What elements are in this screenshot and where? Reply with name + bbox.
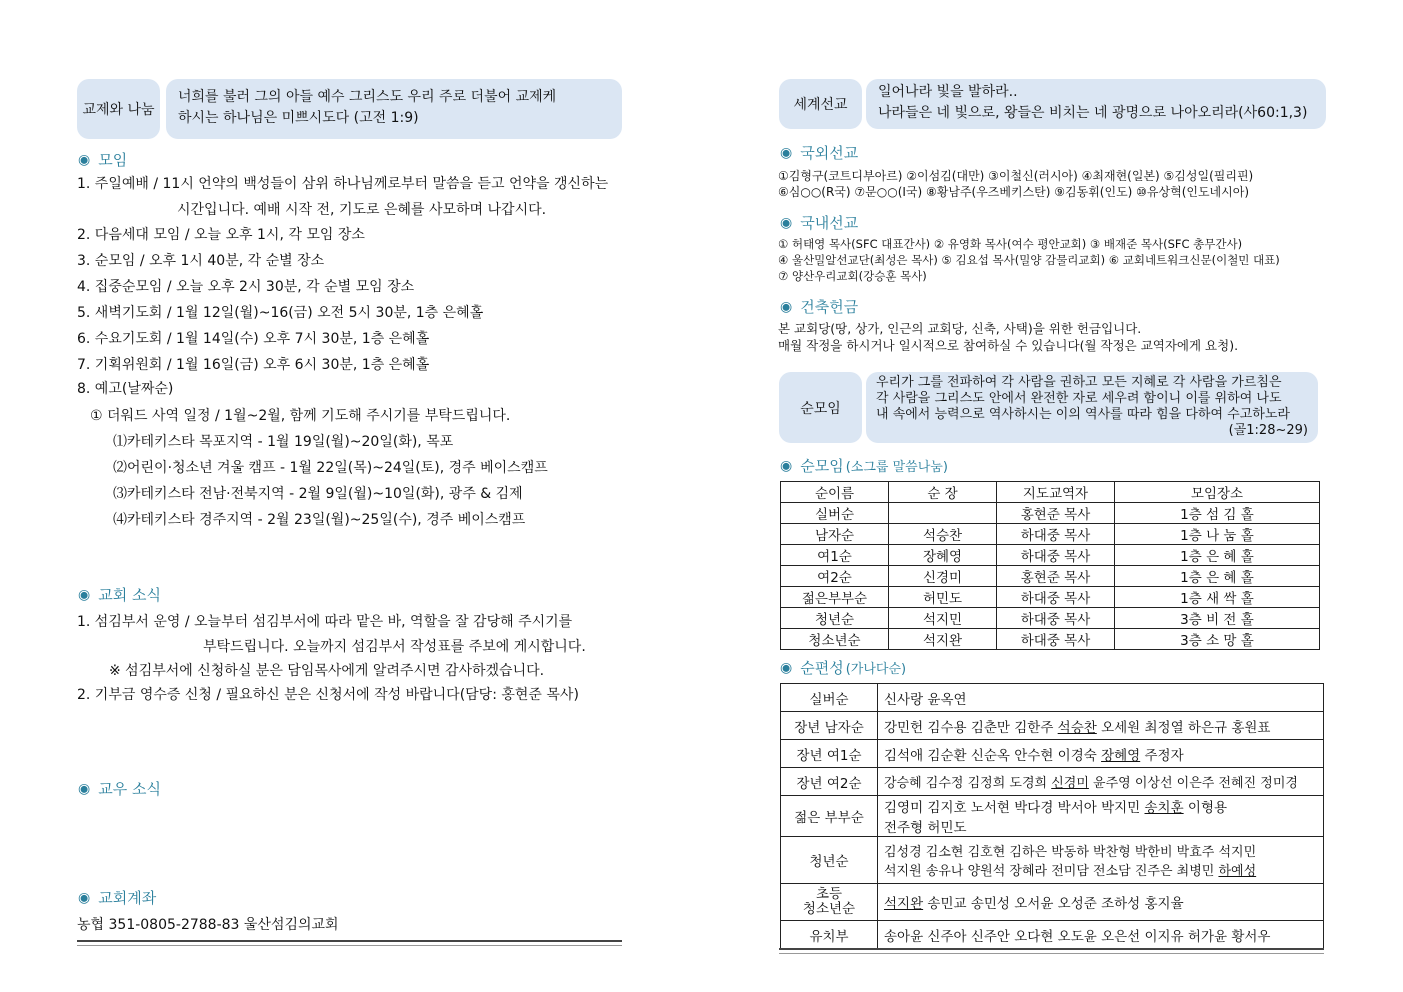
table-row <box>781 629 1320 650</box>
roster-members-text: 이형용 <box>1183 800 1228 816</box>
roster-members <box>878 740 1324 768</box>
table-cell: 장혜영 <box>889 545 997 566</box>
table-cell: 젊은부부순 <box>781 587 889 608</box>
table-cell: 하대중 목사 <box>997 545 1115 566</box>
fellowship-verse-line2: 하시는 하나님은 미쁘시도다 (고전 1:9) <box>178 110 419 126</box>
table-cell: 3층 비 전 홀 <box>1115 608 1320 629</box>
roster-members <box>878 837 1324 884</box>
meeting-line-7: 6. 수요기도회 / 1월 14일(수) 오후 7시 30분, 1층 은혜홀 <box>77 331 430 347</box>
table-cell: 청년순 <box>781 608 889 629</box>
roster-members-text: 김영미 김지호 노서현 박다경 박서아 박지민 <box>884 800 1145 816</box>
bullet-icon: ◉ <box>780 214 793 231</box>
table-row <box>781 740 1324 768</box>
roster-group: 실버순 <box>781 684 878 712</box>
bullet-icon: ◉ <box>78 586 91 603</box>
roster-heading <box>780 657 906 678</box>
roster-members-text: 주정자 <box>1140 747 1184 764</box>
table-cell <box>889 503 997 524</box>
meeting-line-11: ⑴카테키스타 목포지역 - 1월 19일(월)~20일(화), 목포 <box>113 434 454 450</box>
account-text: 농협 351-0805-2788-83 울산섬김의교회 <box>77 917 339 933</box>
table-row <box>781 608 1320 629</box>
meetings-heading <box>78 149 127 170</box>
roster-subtitle: (가나다순) <box>845 662 907 677</box>
meeting-line-14: ⑷카테키스타 경주지역 - 2월 23일(월)~25일(수), 경주 베이스캠프 <box>113 512 526 528</box>
table-row <box>781 684 1324 712</box>
meeting-line-4: 3. 순모임 / 오후 1시 40분, 각 순별 장소 <box>77 253 325 269</box>
table-header: 순 장 <box>889 482 997 503</box>
table-cell: 하대중 목사 <box>997 608 1115 629</box>
small-group-verse-line1: 우리가 그를 전파하여 각 사람을 권하고 모든 지혜로 각 사람을 가르침은 <box>876 375 1282 390</box>
table-row <box>781 587 1320 608</box>
roster-group: 장년 여1순 <box>781 740 878 768</box>
table-cell: 남자순 <box>781 524 889 545</box>
domestic-title: 국내선교 <box>800 214 859 232</box>
domestic-heading <box>780 212 858 233</box>
table-row <box>781 524 1320 545</box>
table-cell: 실버순 <box>781 503 889 524</box>
roster-members <box>878 884 1324 921</box>
building-line-2: 매월 작정을 하시거나 일시적으로 참여하실 수 있습니다(월 작정은 교역자에게 요청). <box>778 338 1239 353</box>
roster-members-text: 오세원 최정열 하은규 홍원표 <box>1096 719 1271 736</box>
table-row <box>781 712 1324 740</box>
small-group-label-text: 순모임 <box>800 400 841 417</box>
meeting-line-12: ⑵어린이·청소년 겨울 캠프 - 1월 22일(목)~24일(토), 경주 베이스캠프 <box>113 460 548 476</box>
table-cell: 석지민 <box>889 608 997 629</box>
right-bottom-rule <box>779 948 1324 954</box>
table-row <box>781 768 1324 796</box>
bullet-icon: ◉ <box>780 144 793 161</box>
roster-members-text: 송아윤 신주아 신주안 오다현 오도윤 오은선 이지유 허가윤 황서우 <box>884 928 1271 945</box>
fellowship-verse-line1: 너희를 불러 그의 아들 예수 그리스도 우리 주로 더불어 교제케 <box>178 89 557 105</box>
table-row <box>781 545 1320 566</box>
small-group-verse-line3: 내 속에서 능력으로 역사하시는 이의 역사를 따라 힘을 다하여 수고하노라 <box>876 407 1290 422</box>
meeting-line-2: 시간입니다. 예배 시작 전, 기도로 은혜를 사모하며 나갑시다. <box>177 202 547 218</box>
table-cell: 홍현준 목사 <box>997 503 1115 524</box>
roster-members <box>878 796 1324 837</box>
account-heading <box>78 887 156 908</box>
domestic-line-2: ④ 울산밀알선교단(최성은 목사) ⑤ 김요섭 목사(밀양 감물리교회) ⑥ 교회네트워크신문(이철민 대표) <box>778 253 1280 267</box>
roster-leader: 장혜영 <box>1101 747 1141 764</box>
roster-group-line2: 청소년순 <box>802 901 856 917</box>
table-row <box>781 884 1324 921</box>
church-news-line-3: ※ 섬김부서에 신청하실 분은 담임목사에게 알려주시면 감사하겠습니다. <box>109 663 545 679</box>
bullet-icon: ◉ <box>78 889 91 906</box>
domestic-line-3: ⑦ 양산우리교회(강승훈 목사) <box>778 269 927 283</box>
roster-members-text: 신사랑 윤옥연 <box>884 691 967 708</box>
fellowship-label-text: 교제와 나눔 <box>82 102 155 118</box>
meetings-title: 모임 <box>98 151 128 169</box>
table-cell: 1층 새 싹 홀 <box>1115 587 1320 608</box>
roster-members <box>878 712 1324 740</box>
roster-leader: 하예성 <box>1218 864 1257 879</box>
roster-members-text: 김석애 김순환 신순옥 안수현 이경숙 <box>884 747 1102 764</box>
meeting-line-1: 1. 주일예배 / 11시 언약의 백성들이 삼위 하나님께로부터 말씀을 듣고 언약을 갱신하는 <box>77 176 609 192</box>
mission-label-text: 세계선교 <box>793 97 848 113</box>
table-cell: 홍현준 목사 <box>997 566 1115 587</box>
table-cell: 1층 나 눔 홀 <box>1115 524 1320 545</box>
roster-leader: 신경미 <box>1051 776 1089 791</box>
table-row <box>781 566 1320 587</box>
mission-label <box>779 79 862 129</box>
table-row <box>781 796 1324 837</box>
table-cell: 청소년순 <box>781 629 889 650</box>
meeting-line-10: ① 더워드 사역 일정 / 1월~2월, 함께 기도해 주시기를 부탁드립니다. <box>90 408 511 424</box>
building-title: 건축헌금 <box>800 298 859 316</box>
table-cell: 하대중 목사 <box>997 524 1115 545</box>
small-group-verse-line2: 각 사람을 그리스도 안에서 완전한 자로 세우려 함이니 이를 위하여 나도 <box>876 391 1282 406</box>
table-cell: 1층 은 혜 홀 <box>1115 566 1320 587</box>
domestic-line-1: ① 허태영 목사(SFC 대표간사) ② 유영화 목사(여수 평안교회) ③ 배재준 목사(SFC 총무간사) <box>778 237 1243 251</box>
meeting-line-5: 4. 집중순모임 / 오늘 오후 2시 30분, 각 순별 모임 장소 <box>77 279 415 295</box>
roster-group-line1: 초등 <box>815 886 843 902</box>
table-cell: 허민도 <box>889 587 997 608</box>
overseas-line-2: ⑥심○○(R국) ⑦문○○(I국) ⑧황남주(우즈베키스탄) ⑨김동휘(인도) ⑩유상혁(인도네시아) <box>778 185 1250 199</box>
roster-members-text: 강승혜 김수정 김정희 도경희 <box>884 776 1052 791</box>
roster-leader: 석지완 <box>884 896 924 912</box>
account-title: 교회계좌 <box>98 889 157 907</box>
roster-table <box>780 683 1324 949</box>
table-header: 지도교역자 <box>997 482 1115 503</box>
table-cell: 여2순 <box>781 566 889 587</box>
roster-members-text: 김성경 김소현 김호현 김하은 박동하 박찬형 박한비 박효주 석지민 <box>884 845 1257 860</box>
church-news-line-1: 1. 섬김부서 운영 / 오늘부터 섬김부서에 따라 맡은 바, 역할을 잘 감당해 주시기를 <box>77 614 573 630</box>
bullet-icon: ◉ <box>78 780 91 797</box>
roster-title: 순편성 <box>800 659 844 677</box>
small-group-label <box>779 372 862 443</box>
table-cell: 신경미 <box>889 566 997 587</box>
table-cell: 하대중 목사 <box>997 629 1115 650</box>
bullet-icon: ◉ <box>780 298 793 315</box>
roster-group: 젊은 부부순 <box>781 796 878 837</box>
table-row <box>781 921 1324 949</box>
table-cell: 여1순 <box>781 545 889 566</box>
roster-members-text: 석지원 송유나 양원석 장혜라 전미담 전소담 진주은 최병민 <box>884 864 1219 879</box>
roster-members <box>878 768 1324 796</box>
member-news-heading <box>78 778 161 799</box>
roster-leader: 송치훈 <box>1144 800 1184 816</box>
meeting-line-13: ⑶카테키스타 전남·전북지역 - 2월 9일(월)~10일(화), 광주 & 김제 <box>113 486 523 502</box>
mission-verse-line2: 나라들은 네 빛으로, 왕들은 비치는 네 광명으로 나아오리라(사60:1,3) <box>878 105 1308 121</box>
meeting-line-8: 7. 기획위원회 / 1월 16일(금) 오후 6시 30분, 1층 은혜홀 <box>77 357 430 373</box>
roster-members-text: 강민헌 김수용 김춘만 김한주 <box>884 719 1058 736</box>
table-cell: 하대중 목사 <box>997 587 1115 608</box>
table-header: 순이름 <box>781 482 889 503</box>
small-group-verse <box>866 372 1318 443</box>
meeting-line-3: 2. 다음세대 모임 / 오늘 오후 1시, 각 모임 장소 <box>77 227 365 243</box>
fellowship-label <box>77 79 160 139</box>
table-header: 모임장소 <box>1115 482 1320 503</box>
groups-table-subtitle: (소그룹 말씀나눔) <box>845 460 948 475</box>
roster-group: 장년 남자순 <box>781 712 878 740</box>
table-cell: 석승찬 <box>889 524 997 545</box>
mission-verse-line1: 일어나라 빛을 발하라.. <box>878 84 1018 100</box>
roster-members <box>878 684 1324 712</box>
groups-table <box>780 481 1320 650</box>
table-cell: 1층 은 혜 홀 <box>1115 545 1320 566</box>
table-row <box>781 837 1324 884</box>
left-bottom-rule <box>77 940 622 946</box>
roster-members-text: 송민교 송민성 오서윤 오성준 조하성 홍지율 <box>923 896 1184 912</box>
bullet-icon: ◉ <box>780 659 793 676</box>
table-row <box>781 503 1320 524</box>
overseas-heading <box>780 142 858 163</box>
table-cell: 3층 소 망 홀 <box>1115 629 1320 650</box>
fellowship-verse <box>166 79 622 139</box>
overseas-line-1: ①김형구(코트디부아르) ②이섬김(대만) ③이철신(러시아) ④최재현(일본) ⑤김성일(필리핀) <box>778 169 1254 183</box>
roster-group: 장년 여2순 <box>781 768 878 796</box>
overseas-title: 국외선교 <box>800 144 859 162</box>
table-cell: 1층 섬 김 홀 <box>1115 503 1320 524</box>
groups-table-title: 순모임 <box>800 457 844 475</box>
roster-members-text: 윤주영 이상선 이은주 전혜진 정미경 <box>1088 776 1298 791</box>
roster-leader: 석승찬 <box>1057 719 1097 736</box>
building-heading <box>780 296 858 317</box>
bullet-icon: ◉ <box>78 151 91 168</box>
roster-group <box>781 884 878 921</box>
groups-table-heading <box>780 455 948 476</box>
church-news-heading <box>78 584 161 605</box>
roster-members-text: 전주형 허민도 <box>884 820 967 836</box>
roster-group: 청년순 <box>781 837 878 884</box>
church-news-line-4: 2. 기부금 영수증 신청 / 필요하신 분은 신청서에 작성 바랍니다(담당: 홍현준 목사) <box>77 687 579 703</box>
table-header-row <box>781 482 1320 503</box>
meeting-line-6: 5. 새벽기도회 / 1월 12일(월)~16(금) 오전 5시 30분, 1층 은혜홀 <box>77 305 484 321</box>
mission-verse <box>866 79 1326 129</box>
small-group-verse-line4: (골1:28~29) <box>1228 423 1308 438</box>
roster-group: 유치부 <box>781 921 878 949</box>
bullet-icon: ◉ <box>780 457 793 474</box>
meeting-line-9: 8. 예고(날짜순) <box>77 381 174 397</box>
church-news-title: 교회 소식 <box>98 586 161 604</box>
member-news-title: 교우 소식 <box>98 780 161 798</box>
table-cell: 석지완 <box>889 629 997 650</box>
building-line-1: 본 교회당(땅, 상가, 인근의 교회당, 신축, 사택)을 위한 헌금입니다. <box>778 321 1142 336</box>
church-news-line-2: 부탁드립니다. 오늘까지 섬김부서 작성표를 주보에 게시합니다. <box>203 639 586 655</box>
roster-members <box>878 921 1324 949</box>
